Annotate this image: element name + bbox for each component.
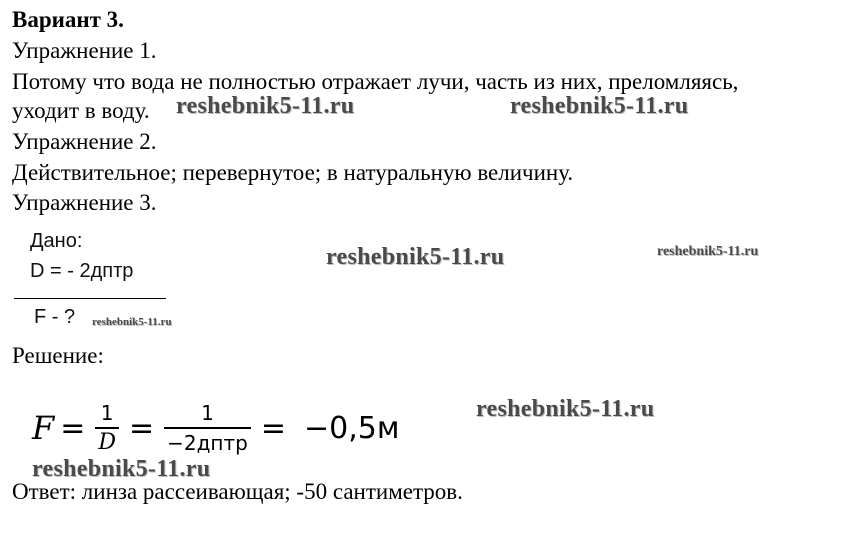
exercise-2-heading: Упражнение 2. — [12, 129, 157, 154]
watermark: reshebnik5-11.ru — [176, 93, 355, 119]
watermark: reshebnik5-11.ru — [32, 456, 211, 482]
formula-fraction-2 — [164, 401, 251, 455]
formula-fraction-1 — [95, 401, 119, 455]
fraction-2-numerator: 1 — [201, 401, 214, 425]
solution-label: Решение: — [12, 343, 104, 368]
find-value: F - ? — [34, 306, 76, 328]
variant-title: Вариант 3. — [12, 7, 124, 32]
watermark: reshebnik5-11.ru — [92, 316, 172, 328]
exercise-1-answer-line-2: уходит в воду. — [12, 98, 150, 123]
watermark: reshebnik5-11.ru — [326, 244, 505, 270]
watermark: reshebnik5-11.ru — [476, 396, 655, 422]
formula-result: −0,5м — [304, 410, 400, 446]
fraction-1-bar — [95, 427, 119, 429]
given-label: Дано: — [30, 230, 83, 252]
exercise-1-answer-line-1: Потому что вода не полностью отражает лучи, часть из них, преломляясь, — [12, 69, 739, 94]
exercise-1-heading: Упражнение 1. — [12, 38, 157, 63]
exercise-3-heading: Упражнение 3. — [12, 190, 157, 215]
fraction-2-bar — [164, 427, 251, 429]
formula-lhs: F — [32, 409, 55, 447]
solution-formula — [32, 398, 399, 458]
final-answer: Ответ: линза рассеивающая; -50 сантиметров. — [12, 479, 463, 504]
fraction-1-numerator: 1 — [100, 401, 114, 425]
watermark: reshebnik5-11.ru — [510, 93, 689, 119]
formula-equals-2: = — [128, 410, 155, 446]
given-value: D = - 2дптр — [30, 260, 134, 282]
exercise-2-answer: Действительное; перевернутое; в натуральную величину. — [12, 160, 574, 185]
given-divider — [14, 298, 166, 299]
formula-equals-1: = — [60, 410, 86, 446]
formula-equals-3: = — [260, 410, 286, 446]
watermark: reshebnik5-11.ru — [657, 244, 759, 259]
fraction-2-denominator: −2дптр — [167, 431, 248, 455]
fraction-1-denominator: D — [98, 430, 116, 455]
